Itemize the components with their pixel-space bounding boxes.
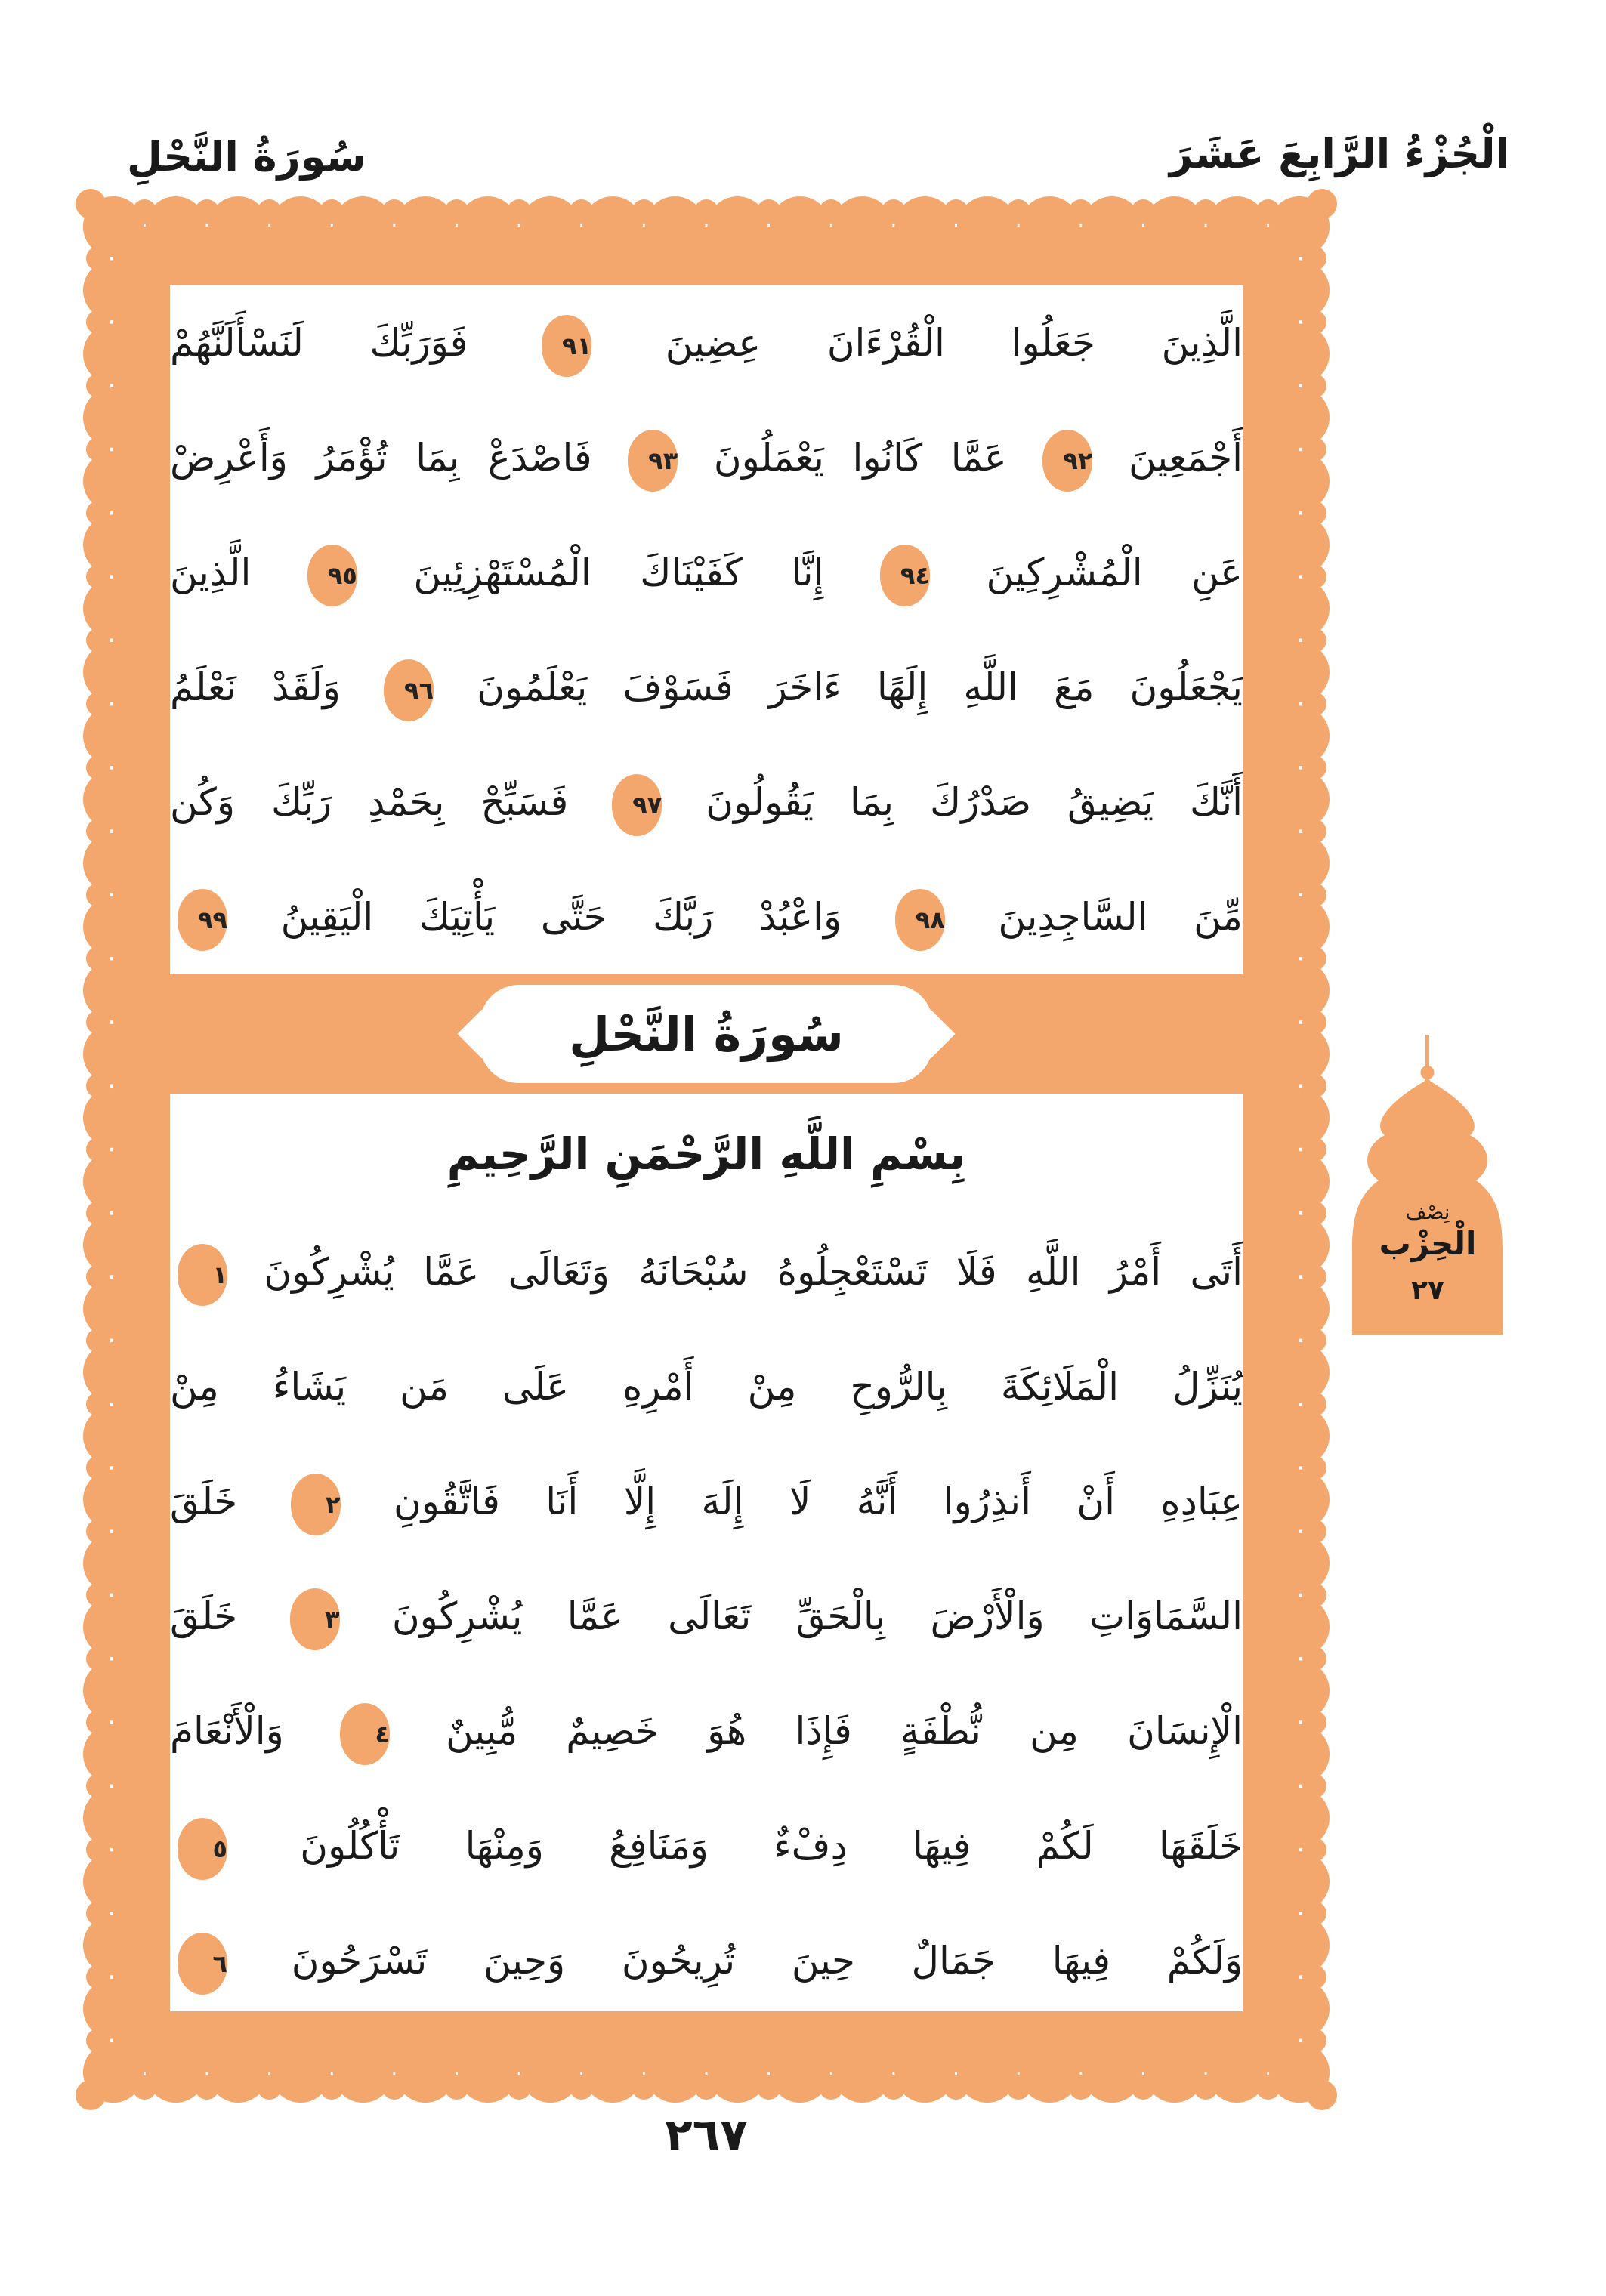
hizb-label-hizb: الْحِزْب <box>1379 1225 1477 1262</box>
quran-text: عَمَّا كَانُوا يَعْمَلُونَ <box>713 436 1007 480</box>
quran-text: وَاعْبُدْ رَبَّكَ حَتَّى يَأْتِيَكَ الْيَقِينُ <box>280 895 842 939</box>
quran-line <box>170 1788 1243 1903</box>
quran-line <box>170 400 1243 515</box>
verse-number-medallion: ٩٣ <box>628 430 678 492</box>
verse-number-medallion: ٩٧ <box>612 774 662 836</box>
quran-line <box>170 515 1243 630</box>
quran-line <box>170 1444 1243 1559</box>
quran-text: خَلَقَهَا لَكُمْ فِيهَا دِفْءٌ وَمَنَافِعُ وَمِنْهَا تَأْكُلُونَ <box>300 1824 1243 1868</box>
quran-text: أَنَّكَ يَضِيقُ صَدْرُكَ بِمَا يَقُولُونَ <box>706 780 1243 824</box>
verse-number-medallion: ٩٤ <box>880 545 930 606</box>
verse-number-medallion: ٩٩ <box>178 889 227 951</box>
hizb-number: ٢٧ <box>1411 1275 1444 1306</box>
quran-text: خَلَقَ <box>170 1480 238 1523</box>
quran-text: الَّذِينَ جَعَلُوا الْقُرْءَانَ عِضِينَ <box>665 321 1243 365</box>
verse-number-medallion: ٢ <box>291 1474 341 1535</box>
quran-text: يَجْعَلُونَ مَعَ اللَّهِ إِلَهًا ءَاخَرَ فَسَوْفَ يَعْلَمُونَ <box>477 665 1243 709</box>
quran-text: مِّنَ السَّاجِدِينَ <box>998 895 1243 939</box>
cartouche-ornament-right-icon <box>906 1009 955 1058</box>
quran-text: فَوَرَبِّكَ لَنَسْأَلَنَّهُمْ <box>170 321 468 365</box>
quran-line <box>170 1674 1243 1788</box>
quran-line <box>170 630 1243 745</box>
quran-line <box>170 745 1243 859</box>
verses-start-of-nahl <box>170 1214 1243 2018</box>
page-number: ٢٦٧ <box>665 2109 748 2162</box>
verse-number-medallion: ٦ <box>178 1933 227 1995</box>
surah-title-cartouche <box>480 985 933 1083</box>
quran-text: الَّذِينَ <box>170 551 252 594</box>
verse-number-medallion: ٩٢ <box>1042 430 1092 492</box>
quran-text: يُنَزِّلُ الْمَلَائِكَةَ بِالرُّوحِ مِنْ أَمْرِهِ عَلَى مَن يَشَاءُ مِنْ <box>170 1365 1243 1409</box>
quran-text: فَسَبِّحْ بِحَمْدِ رَبِّكَ وَكُن <box>170 780 569 824</box>
quran-line <box>170 859 1243 974</box>
quran-text: خَلَقَ <box>170 1594 238 1638</box>
verse-number-medallion: ٩٥ <box>307 545 357 606</box>
quran-text: وَلَكُمْ فِيهَا جَمَالٌ حِينَ تُرِيحُونَ وَحِينَ تَسْرَحُونَ <box>291 1939 1243 1983</box>
quran-line <box>170 1329 1243 1444</box>
quran-text: أَجْمَعِينَ <box>1129 436 1243 480</box>
quran-text: عَنِ الْمُشْرِكِينَ <box>986 551 1243 594</box>
header-juz-name: الْجُزْءُ الرَّابِعَ عَشَرَ <box>1169 130 1509 177</box>
verses-end-of-hijr <box>170 285 1243 974</box>
surah-title-banner <box>170 974 1243 1094</box>
verse-number-medallion: ٩٦ <box>384 659 434 721</box>
quran-text: الْإِنسَانَ مِن نُّطْفَةٍ فَإِذَا هُوَ خَصِيمٌ مُّبِينٌ <box>446 1709 1243 1753</box>
header-surah-name: سُورَةُ النَّحْلِ <box>127 133 366 181</box>
bismillah: بِسْمِ اللَّهِ الرَّحْمَنِ الرَّحِيمِ <box>446 1128 966 1180</box>
quran-text: وَلَقَدْ نَعْلَمُ <box>170 665 341 709</box>
quran-line <box>170 1559 1243 1674</box>
quran-text: فَاصْدَعْ بِمَا تُؤْمَرُ وَأَعْرِضْ <box>170 436 592 480</box>
surah-title: سُورَةُ النَّحْلِ <box>569 1006 844 1062</box>
quran-line <box>170 285 1243 400</box>
verse-number-medallion: ٩١ <box>542 315 591 377</box>
quran-text: إِنَّا كَفَيْنَاكَ الْمُسْتَهْزِئِينَ <box>413 551 824 594</box>
quran-text: عِبَادِهِ أَنْ أَنذِرُوا أَنَّهُ لَا إِلَهَ إِلَّا أَنَا فَاتَّقُونِ <box>393 1480 1243 1523</box>
quran-line <box>170 1903 1243 2018</box>
quran-text: وَالْأَنْعَامَ <box>170 1709 284 1753</box>
quran-text: أَتَى أَمْرُ اللَّهِ فَلَا تَسْتَعْجِلُوهُ سُبْحَانَهُ وَتَعَالَى عَمَّا يُشْرِكُونَ <box>264 1250 1243 1294</box>
verse-number-medallion: ٥ <box>178 1818 227 1880</box>
verse-number-medallion: ١ <box>178 1244 227 1306</box>
verse-number-medallion: ٩٨ <box>895 889 945 951</box>
verse-number-medallion: ٤ <box>340 1703 390 1765</box>
hizb-marker <box>1348 1033 1507 1335</box>
quran-text: السَّمَاوَاتِ وَالْأَرْضَ بِالْحَقِّ تَعَالَى عَمَّا يُشْرِكُونَ <box>391 1594 1243 1638</box>
cartouche-ornament-left-icon <box>457 1009 506 1058</box>
hizb-label-nisf: نِصْف <box>1405 1201 1450 1224</box>
quran-line <box>170 1214 1243 1329</box>
verse-number-medallion: ٣ <box>290 1588 340 1650</box>
